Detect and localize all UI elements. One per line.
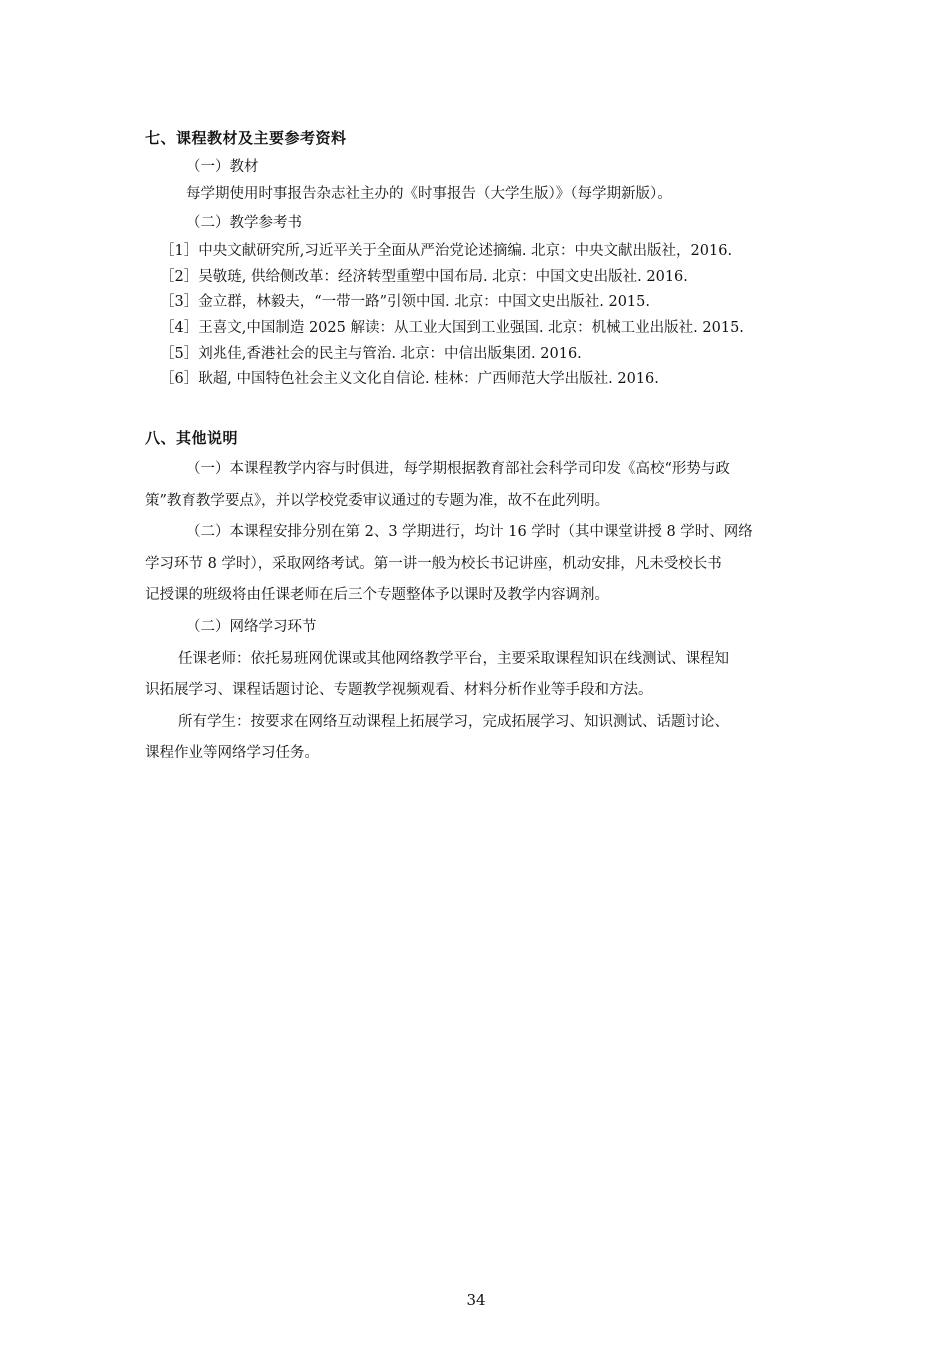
reference-item: ［5］刘兆佳,香港社会的民主与管治. 北京：中信出版集团. 2016. [160,346,582,362]
paragraph-line: 识拓展学习、课程话题讨论、专题教学视频观看、材料分析作业等手段和方法。 [145,682,653,698]
reference-item: ［2］吴敬琏, 供给侧改革：经济转型重塑中国布局. 北京：中国文史出版社. 2016. [160,269,688,285]
paragraph-line: 记授课的班级将由任课老师在后三个专题整体予以课时及教学内容调剂。 [145,587,609,603]
paragraph-line: （一）本课程教学内容与时俱进，每学期根据教育部社会科学司印发《高校“形势与政 [186,461,730,477]
paragraph-line: 课程作业等网络学习任务。 [145,745,319,761]
reference-books-subheading: （二）教学参考书 [186,215,302,231]
reference-item: ［4］王喜文,中国制造 2025 解读：从工业大国到工业强国. 北京：机械工业出版社. 2015. [160,320,744,336]
paragraph-line: 策”教育教学要点》，并以学校党委审议通过的专题为准，故不在此列明。 [145,493,610,509]
section-8-heading: 八、其他说明 [145,429,239,447]
reference-item: ［6］耿超, 中国特色社会主义文化自信论. 桂林：广西师范大学出版社. 2016. [160,371,659,387]
reference-item: ［1］中央文献研究所,习近平关于全面从严治党论述摘编. 北京：中央文献出版社，2016. [160,243,733,259]
paragraph-line: 学习环节 8 学时），采取网络考试。第一讲一般为校长书记讲座，机动安排，凡未受校长书 [145,556,722,572]
section-7-heading: 七、课程教材及主要参考资料 [145,129,347,147]
reference-item: ［3］金立群，林毅夫，“一带一路”引领中国. 北京：中国文史出版社. 2015. [160,294,650,310]
paragraph-line: 任课老师：依托易班网优课或其他网络教学平台，主要采取课程知识在线测试、课程知 [178,651,729,667]
textbook-description: 每学期使用时事报告杂志社主办的《时事报告（大学生版）》（每学期新版）。 [186,186,672,202]
page-number: 34 [466,1291,486,1309]
paragraph-line: （二）本课程安排分别在第 2、3 学期进行，均计 16 学时（其中课堂讲授 8 学时、网络 [186,524,753,540]
online-learning-subheading: （二）网络学习环节 [186,619,317,635]
paragraph-line: 所有学生：按要求在网络互动课程上拓展学习，完成拓展学习、知识测试、话题讨论、 [178,714,729,730]
textbook-subheading: （一）教材 [186,159,259,175]
